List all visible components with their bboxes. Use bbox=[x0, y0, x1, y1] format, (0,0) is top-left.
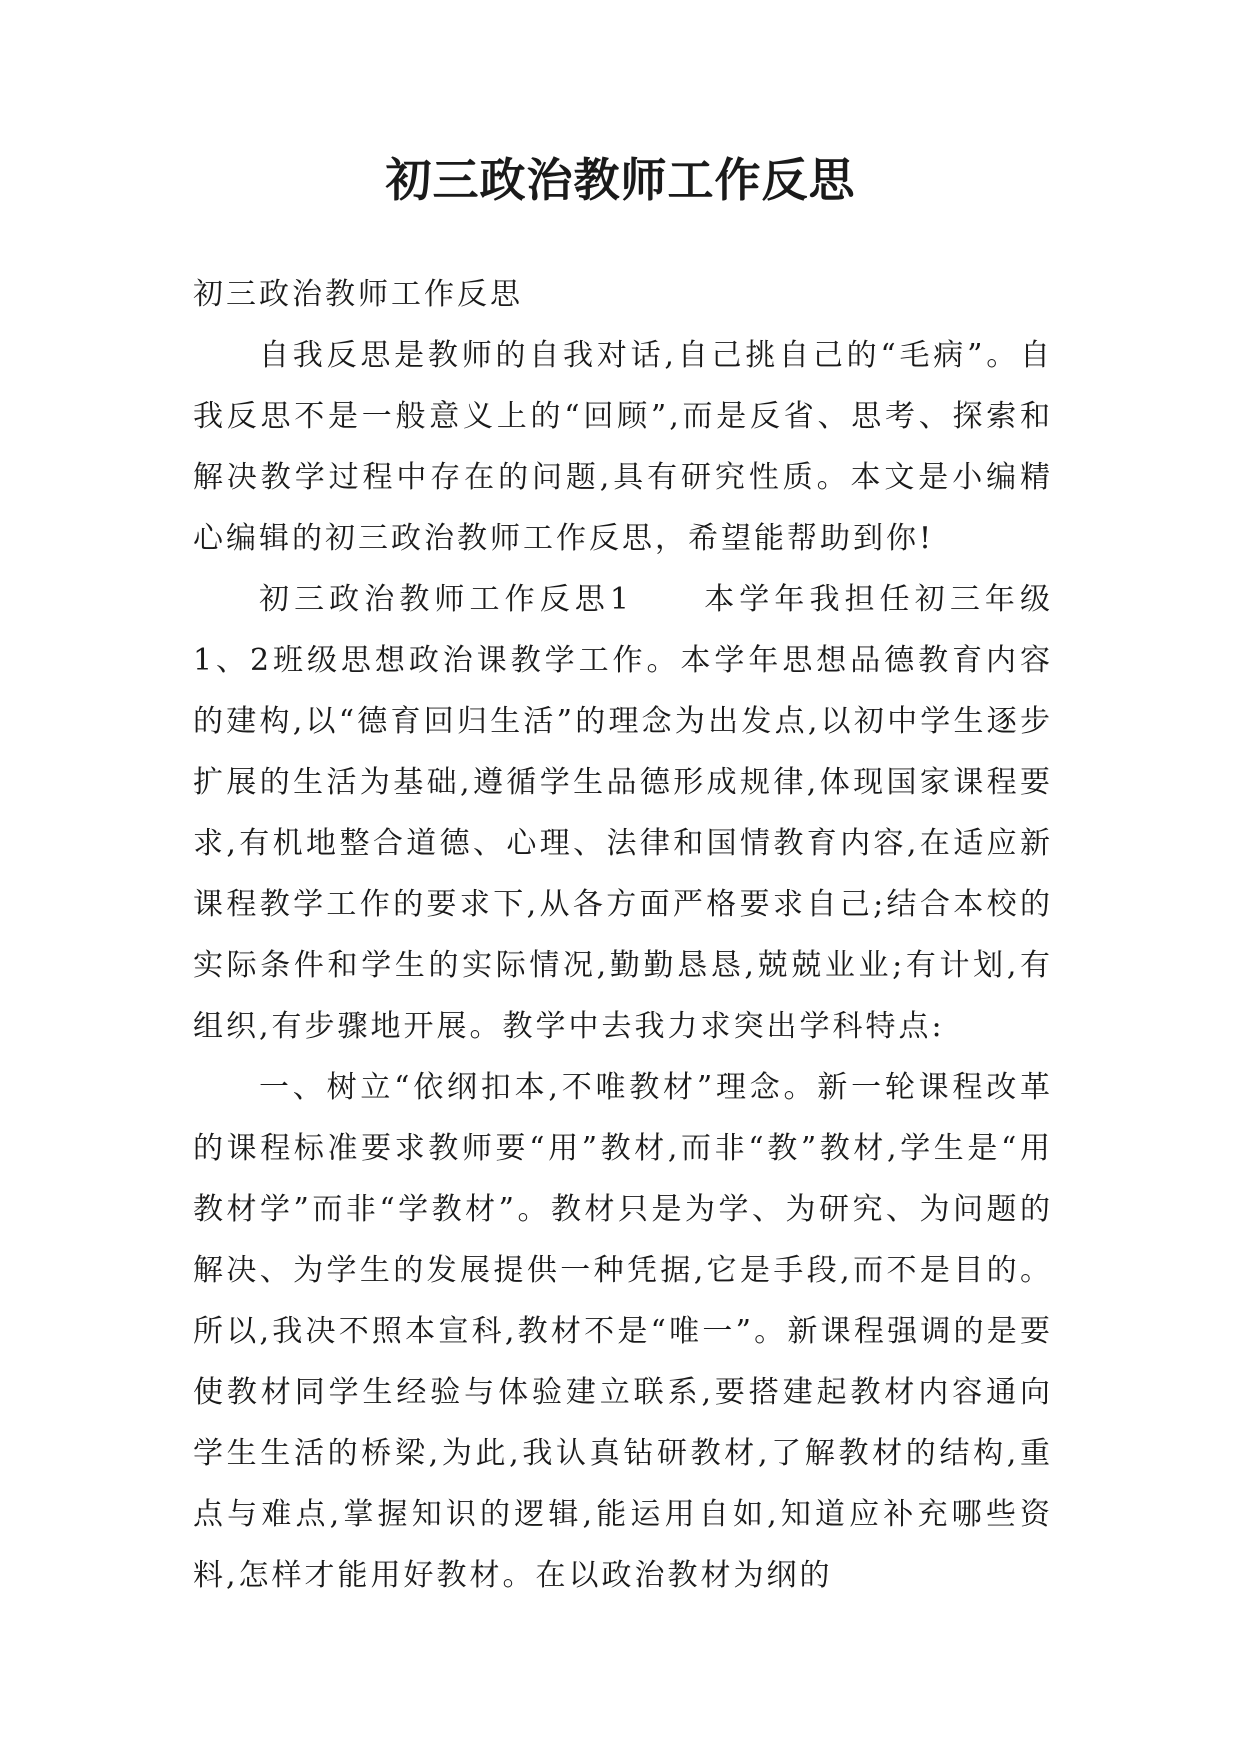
document-body bbox=[193, 264, 1053, 1606]
point-1-paragraph: 一、树立“依纲扣本,不唯教材”理念。新一轮课程改革的课程标准要求教师要“用”教材,而非“教”教材,学生是“用教材学”而非“学教材”。教材只是为学、为研究、为问题的解决、为学生的发展提供一种凭据,它是手段,而不是目的。所以,我决不照本宣科,教材不是“唯一”。新课程强调的是要使教材同学生经验与体验建立联系,要搭建起教材内容通向学生生活的桥梁,为此,我认真钻研教材,了解教材的结构,重点与难点,掌握知识的逻辑,能运用自如,知道应补充哪些资料,怎样才能用好教材。在以政治教材为纲的 bbox=[193, 1070, 1053, 1593]
section-1-paragraph: 初三政治教师工作反思1 本学年我担任初三年级1、2班级思想政治课教学工作。本学年思想品德教育内容的建构,以“德育回归生活”的理念为出发点,以初中学生逐步扩展的生活为基础,遵循学生品德形成规律,体现国家课程要求,有机地整合道德、心理、法律和国情教育内容,在适应新课程教学工作的要求下,从各方面严格要求自己;结合本校的实际条件和学生的实际情况,勤勤恳恳,兢兢业业;有计划,有组织,有步骤地开展。教学中去我力求突出学科特点: bbox=[193, 582, 1053, 1044]
document-title: 初三政治教师工作反思 bbox=[385, 153, 856, 207]
intro-paragraph: 自我反思是教师的自我对话,自己挑自己的“毛病”。自我反思不是一般意义上的“回顾”,而是反省、思考、探索和解决教学过程中存在的问题,具有研究性质。本文是小编精心编辑的初三政治教师工作反思，希望能帮助到你! bbox=[193, 338, 1053, 556]
subtitle-paragraph: 初三政治教师工作反思 bbox=[193, 277, 523, 312]
